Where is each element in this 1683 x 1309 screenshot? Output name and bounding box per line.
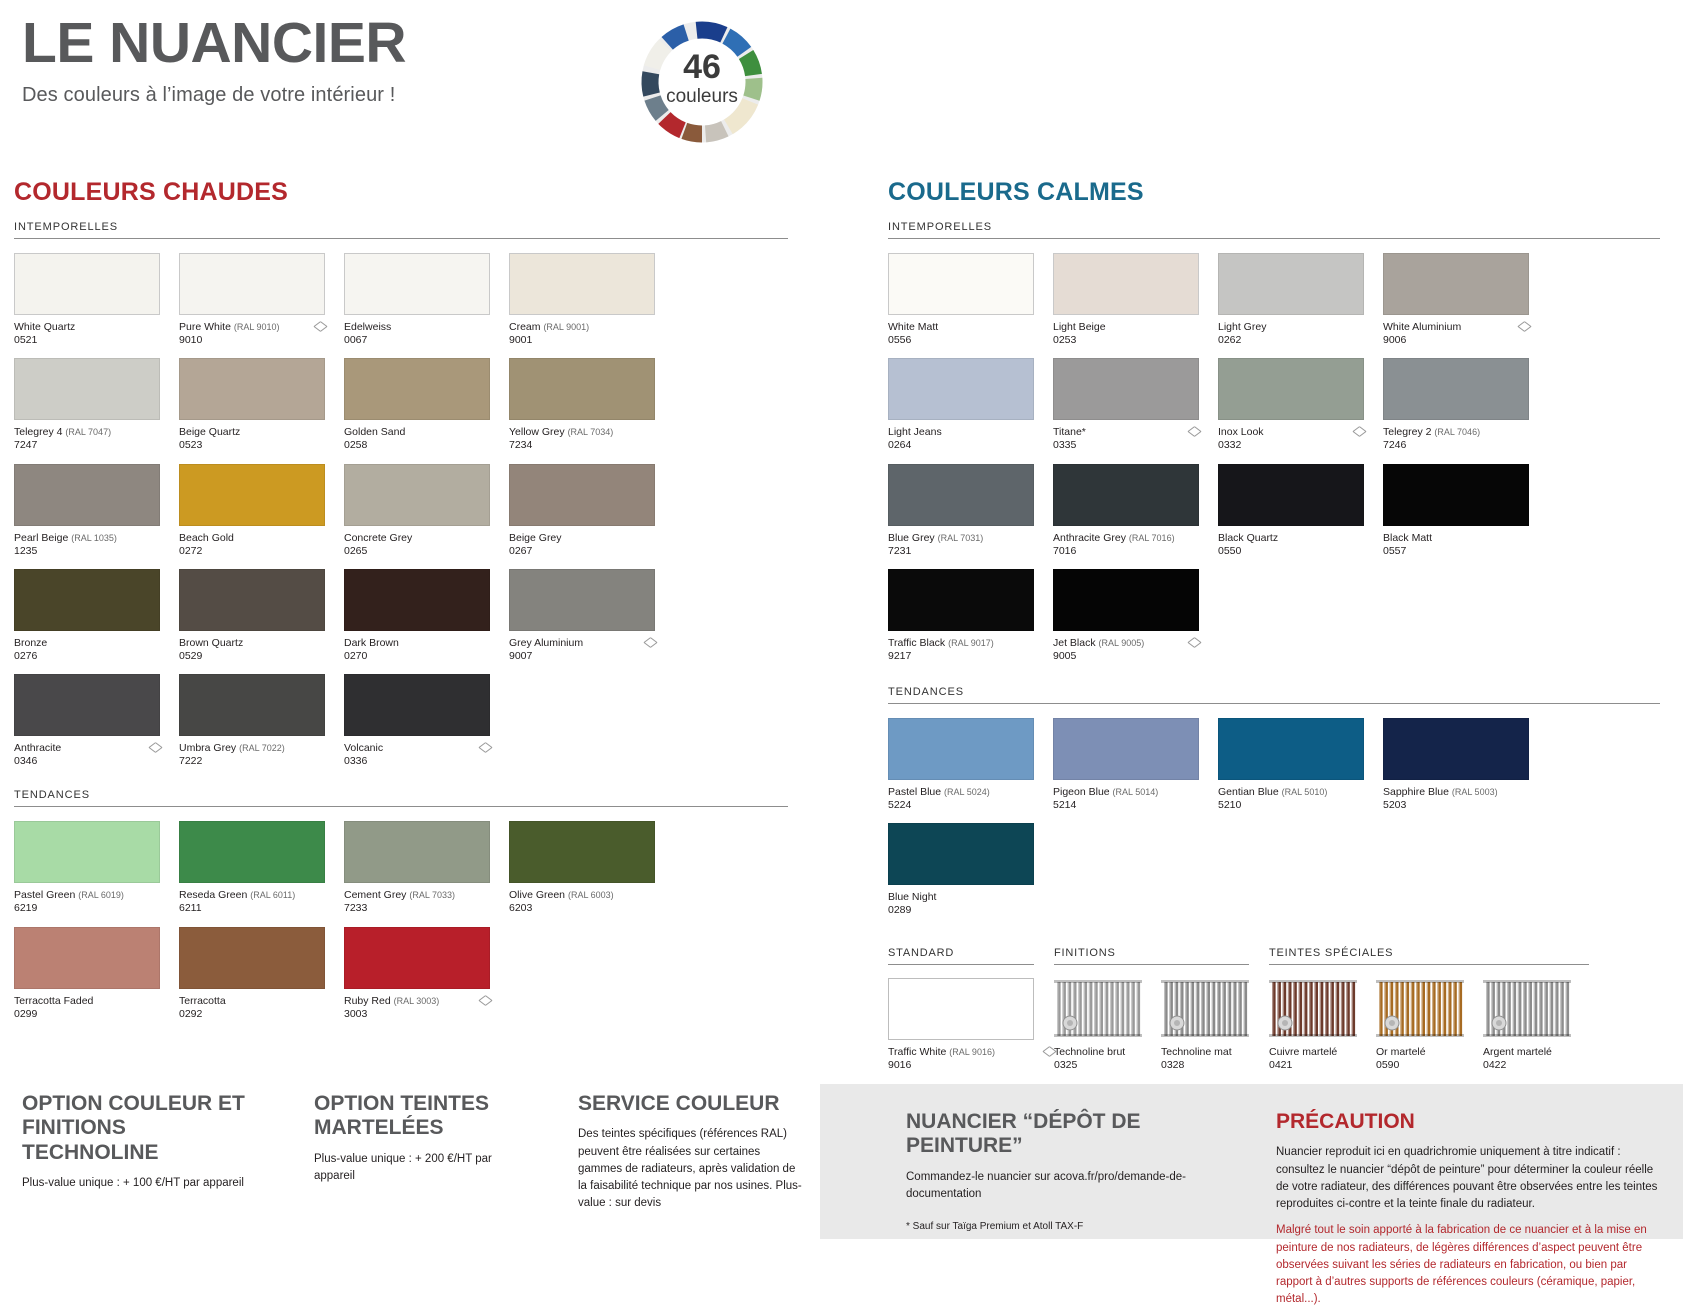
swatch-name: Blue Night <box>888 891 937 904</box>
swatch-code: 0299 <box>14 1007 38 1020</box>
panel-teintes-header: TEINTES SPÉCIALES <box>1269 947 1589 965</box>
swatch-name: Anthracite Grey (RAL 7016) <box>1053 531 1175 544</box>
column-warm-colors <box>14 178 814 1032</box>
calm-trends-label: TENDANCES <box>888 686 1660 704</box>
swatch-code: 5214 <box>1053 799 1077 812</box>
color-swatch[interactable] <box>1053 718 1199 812</box>
swatch-chip <box>14 674 160 736</box>
color-swatch[interactable] <box>1053 253 1199 347</box>
swatch-code: 5203 <box>1383 799 1407 812</box>
swatch-chip <box>344 821 490 883</box>
swatch-chip <box>1053 253 1199 315</box>
swatch-chip <box>888 978 1034 1040</box>
color-swatch[interactable] <box>179 927 325 1021</box>
color-swatch[interactable] <box>14 569 160 663</box>
swatch-code: 0336 <box>344 755 368 768</box>
bottom-block-text: Plus-value unique : + 200 €/HT par appareil <box>314 1152 492 1182</box>
bottom-block-title: OPTION COULEUR ET FINITIONS TECHNOLINE <box>22 1092 245 1164</box>
swatch-code: 6211 <box>179 902 202 915</box>
color-swatch[interactable] <box>888 569 1034 663</box>
swatch-chip <box>179 358 325 420</box>
swatch-ral: (RAL 6019) <box>78 890 124 901</box>
calm-timeless-grid <box>888 253 1668 674</box>
swatch-ral: (RAL 9010) <box>233 322 280 332</box>
swatch-name: Brown Quartz <box>179 636 244 649</box>
finish-item[interactable] <box>1054 978 1142 1072</box>
swatch-code: 0335 <box>1053 439 1077 452</box>
swatch-ral: (RAL 1035) <box>71 532 117 543</box>
warm-colors-title: COULEURS CHAUDES <box>14 178 289 206</box>
swatch-code: 7247 <box>14 439 38 452</box>
swatch-code: 0276 <box>14 649 38 662</box>
color-swatch[interactable] <box>179 253 325 347</box>
swatch-chip <box>1053 718 1199 780</box>
radiator-thumbnail <box>1161 978 1249 1040</box>
swatch-chip <box>1383 358 1529 420</box>
bottom-bar <box>0 1078 1683 1306</box>
swatch-code: 9001 <box>509 334 533 347</box>
swatch-code: 0529 <box>179 649 203 662</box>
panel-finitions-header: FINITIONS <box>1054 947 1249 965</box>
swatch-name: Light Beige <box>1053 321 1106 333</box>
swatch-chip <box>1053 569 1199 631</box>
swatch-name: Light Jeans <box>888 426 942 439</box>
color-swatch[interactable] <box>509 358 655 452</box>
swatch-name: Jet Black (RAL 9005) <box>1053 637 1199 650</box>
swatch-chip <box>1053 358 1199 420</box>
swatch-name: Edelweiss <box>344 321 392 333</box>
color-swatch[interactable] <box>888 253 1034 347</box>
radiator-icon <box>1483 978 1571 1040</box>
precaution-title: PRÉCAUTION <box>1276 1110 1415 1133</box>
badge-label: couleurs <box>666 86 738 107</box>
swatch-ral: (RAL 9017) <box>948 637 994 648</box>
swatch-code: 0523 <box>179 439 203 452</box>
bottom-block-title: OPTION TEINTES MARTELÉES <box>314 1092 490 1140</box>
swatch-code: 0556 <box>888 334 912 347</box>
color-swatch[interactable] <box>344 253 490 347</box>
swatch-name: Olive Green (RAL 6003) <box>509 889 614 902</box>
bottom-left-blocks <box>22 1092 812 1213</box>
swatch-code: 0521 <box>14 334 38 347</box>
swatch-code: 0557 <box>1383 544 1407 557</box>
swatch-name: Concrete Grey <box>344 531 413 544</box>
color-swatch[interactable] <box>14 821 160 915</box>
swatch-name: Pearl Beige (RAL 1035) <box>14 531 117 544</box>
finish-panels <box>888 947 1668 1072</box>
bottom-block <box>22 1092 268 1213</box>
swatch-name: Blue Grey (RAL 7031) <box>888 531 984 544</box>
swatch-ral: (RAL 5024) <box>944 787 990 797</box>
color-swatch[interactable] <box>888 978 1054 1072</box>
swatch-chip <box>344 253 490 315</box>
page-subtitle: Des couleurs à l’image de votre intérieur ! <box>22 83 396 106</box>
swatch-name: Anthracite <box>14 742 160 755</box>
color-swatch[interactable] <box>14 927 160 1021</box>
panel-standard <box>888 947 1054 1072</box>
nuancier-text[interactable]: Commandez-le nuancier sur acova.fr/pro/demande-de-documentation <box>906 1170 1186 1200</box>
diamond-icon <box>478 742 493 753</box>
swatch-ral: (RAL 6003) <box>567 890 614 901</box>
page-header <box>22 11 782 154</box>
radiator-icon <box>1161 978 1249 1040</box>
color-swatch[interactable] <box>344 464 490 558</box>
swatch-ral: (RAL 5010) <box>1281 787 1328 797</box>
calm-trends-grid <box>888 718 1668 929</box>
swatch-name: Black Quartz <box>1218 531 1279 544</box>
color-swatch[interactable] <box>1383 464 1529 558</box>
swatch-code: 7016 <box>1053 544 1077 557</box>
swatch-chip <box>14 464 160 526</box>
bottom-block-title: SERVICE COULEUR <box>578 1092 780 1115</box>
color-swatch[interactable] <box>1218 358 1364 452</box>
warm-trends-grid <box>14 821 814 1032</box>
swatch-name: Dark Brown <box>344 636 399 649</box>
swatch-code: 9006 <box>1383 334 1407 347</box>
swatch-name: Pigeon Blue (RAL 5014) <box>1053 786 1159 798</box>
color-swatch[interactable] <box>179 358 325 452</box>
color-swatch[interactable] <box>509 253 655 347</box>
radiator-thumbnail <box>1483 978 1571 1040</box>
finish-code: 0590 <box>1376 1058 1400 1071</box>
swatch-chip <box>888 253 1034 315</box>
color-swatch[interactable] <box>888 718 1034 812</box>
color-swatch[interactable] <box>509 821 655 915</box>
swatch-code: 5224 <box>888 799 912 812</box>
swatch-ral: (RAL 6011) <box>250 890 296 901</box>
swatch-code: 0272 <box>179 544 203 557</box>
swatch-name: Golden Sand <box>344 426 406 439</box>
swatch-ral: (RAL 7031) <box>937 532 984 543</box>
swatch-code: 6203 <box>509 902 533 915</box>
warm-trends-label: TENDANCES <box>14 789 788 807</box>
swatch-chip <box>888 358 1034 420</box>
swatch-ral: (RAL 9005) <box>1098 637 1145 648</box>
color-swatch[interactable] <box>1383 253 1529 347</box>
swatch-chip <box>179 464 325 526</box>
swatch-code: 7246 <box>1383 439 1407 452</box>
swatch-name: Telegrey 4 (RAL 7047) <box>14 426 112 439</box>
swatch-code: 0262 <box>1218 334 1242 347</box>
swatch-name: Terracotta Faded <box>14 994 94 1007</box>
color-swatch[interactable] <box>509 464 655 558</box>
swatch-chip <box>14 927 160 989</box>
radiator-thumbnail <box>1269 978 1357 1040</box>
swatch-chip <box>1218 464 1364 526</box>
precaution-block <box>1276 1110 1666 1309</box>
warm-timeless-label: INTEMPORELLES <box>14 221 788 239</box>
swatch-chip <box>14 569 160 631</box>
finish-code: 0421 <box>1269 1058 1293 1071</box>
nuancier-block <box>906 1110 1236 1309</box>
finish-name: Technoline brut <box>1054 1045 1126 1058</box>
precaution-text-2: Malgré tout le soin apporté à la fabrication de ce nuancier et à la mise en peinture de nos radiateurs, de légères différences d’aspect peuvent être observées suivant les séries de radiateurs en fabrication, ou bien par rapport à d’autres supports de références couleurs (céramique, papier, métal...). <box>1276 1224 1647 1306</box>
color-swatch[interactable] <box>509 569 655 663</box>
diamond-icon <box>313 321 328 332</box>
swatch-code: 0265 <box>344 544 368 557</box>
swatch-code: 9217 <box>888 649 912 662</box>
color-swatch[interactable] <box>179 674 325 768</box>
radiator-icon <box>1054 978 1142 1040</box>
swatch-ral: (RAL 7046) <box>1434 427 1481 438</box>
finish-code: 0325 <box>1054 1058 1078 1071</box>
swatch-code: 9005 <box>1053 649 1077 662</box>
swatch-chip <box>509 253 655 315</box>
swatch-chip <box>1218 358 1364 420</box>
swatch-chip <box>179 569 325 631</box>
swatch-ral: (RAL 3003) <box>393 995 440 1006</box>
color-swatch[interactable] <box>1383 358 1529 452</box>
swatch-chip <box>509 821 655 883</box>
warm-timeless-grid <box>14 253 814 779</box>
swatch-ral: (RAL 5003) <box>1451 787 1498 797</box>
swatch-chip <box>344 569 490 631</box>
swatch-chip <box>888 718 1034 780</box>
swatch-name: Grey Aluminium <box>509 637 655 650</box>
swatch-code: 1235 <box>14 544 38 557</box>
swatch-code: 0332 <box>1218 439 1242 452</box>
swatch-chip <box>888 823 1034 885</box>
color-swatch[interactable] <box>14 253 160 347</box>
swatch-name: Titane* <box>1053 426 1199 439</box>
swatch-code: 9007 <box>509 649 533 662</box>
swatch-ral: (RAL 7022) <box>239 743 285 753</box>
swatch-chip <box>888 569 1034 631</box>
swatch-name: Umbra Grey (RAL 7022) <box>179 742 285 754</box>
diamond-icon <box>148 742 163 753</box>
precaution-text-1: Nuancier reproduit ici en quadrichromie uniquement à titre indicatif : consultez le nuancier “dépôt de peinture” pour déterminer la couleur réelle de votre radiateur, des différences pouvant être observées entre les teintes reproduites ci-contre et la teinte finale du radiateur. <box>1276 1146 1658 1211</box>
swatch-ral: (RAL 9001) <box>543 322 590 332</box>
swatch-name: White Matt <box>888 321 939 333</box>
swatch-name: White Quartz <box>14 321 76 333</box>
swatch-ral: (RAL 9016) <box>949 1046 995 1057</box>
swatch-name: Sapphire Blue (RAL 5003) <box>1383 786 1498 798</box>
panel-finitions <box>1054 947 1269 1072</box>
swatch-name: Cream (RAL 9001) <box>509 321 590 333</box>
swatch-chip <box>509 464 655 526</box>
swatch-code: 0253 <box>1053 334 1077 347</box>
color-swatch[interactable] <box>1053 358 1199 452</box>
swatch-code: 0346 <box>14 755 38 768</box>
diamond-icon <box>1352 426 1367 437</box>
color-swatch[interactable] <box>344 358 490 452</box>
swatch-code: 0270 <box>344 649 368 662</box>
diamond-icon <box>1517 321 1532 332</box>
swatch-code: 6219 <box>14 902 38 915</box>
swatch-code: 0264 <box>888 439 912 452</box>
diamond-icon <box>478 995 493 1006</box>
swatch-name: Black Matt <box>1383 531 1433 544</box>
swatch-name: Gentian Blue (RAL 5010) <box>1218 786 1328 798</box>
color-swatch[interactable] <box>1053 464 1199 558</box>
swatch-ral: (RAL 5014) <box>1112 787 1159 797</box>
panel-standard-header: STANDARD <box>888 947 1034 965</box>
color-swatch[interactable] <box>888 823 1034 917</box>
nuancier-title: NUANCIER “DÉPÔT DE PEINTURE” <box>906 1110 1141 1158</box>
badge-number: 46 <box>683 48 721 86</box>
swatch-name: Bronze <box>14 636 48 649</box>
swatch-name: Ruby Red (RAL 3003) <box>344 995 490 1008</box>
swatch-chip <box>179 821 325 883</box>
swatch-chip <box>1383 718 1529 780</box>
bottom-block-text: Plus-value unique : + 100 €/HT par appareil <box>22 1177 244 1190</box>
swatch-code: 9016 <box>888 1058 912 1071</box>
column-calm-colors <box>888 178 1668 1116</box>
swatch-code: 7234 <box>509 439 533 452</box>
page-title: LE NUANCIER <box>22 11 407 75</box>
swatch-chip <box>14 358 160 420</box>
color-swatch[interactable] <box>1053 569 1199 663</box>
nuancier-note: * Sauf sur Taïga Premium et Atoll TAX-F <box>906 1221 1084 1233</box>
color-swatch[interactable] <box>1218 718 1364 812</box>
radiator-icon <box>1269 978 1357 1040</box>
swatch-code: 0067 <box>344 334 368 347</box>
swatch-code: 3003 <box>344 1007 368 1020</box>
swatch-chip <box>1218 718 1364 780</box>
swatch-name: White Aluminium <box>1383 321 1529 334</box>
color-count-badge <box>622 20 782 144</box>
swatch-name: Inox Look <box>1218 426 1364 439</box>
swatch-code: 7222 <box>179 755 203 768</box>
grey-panel <box>820 1084 1683 1306</box>
swatch-name: Traffic White (RAL 9016) <box>888 1046 1054 1059</box>
finish-code: 0328 <box>1161 1058 1185 1071</box>
swatch-chip <box>179 253 325 315</box>
finish-name: Cuivre martelé <box>1269 1045 1338 1058</box>
bottom-block-text: Des teintes spécifiques (références RAL) peuvent être réalisées sur certaines gammes de radiateurs, après validation de la faisabilité technique par nos usines. Plus-value : sur devis <box>578 1128 802 1210</box>
finish-item[interactable] <box>1161 978 1249 1072</box>
swatch-code: 0292 <box>179 1007 203 1020</box>
radiator-thumbnail <box>1376 978 1464 1040</box>
swatch-chip <box>344 464 490 526</box>
swatch-name: Reseda Green (RAL 6011) <box>179 889 296 902</box>
swatch-name: Telegrey 2 (RAL 7046) <box>1383 426 1481 439</box>
swatch-chip <box>14 821 160 883</box>
finish-item[interactable] <box>1376 978 1464 1072</box>
swatch-chip <box>509 358 655 420</box>
swatch-name: Terracotta <box>179 994 226 1007</box>
color-swatch[interactable] <box>344 927 490 1021</box>
swatch-ral: (RAL 7034) <box>567 427 614 438</box>
swatch-chip <box>179 674 325 736</box>
swatch-chip <box>344 927 490 989</box>
swatch-code: 0550 <box>1218 544 1242 557</box>
color-swatch[interactable] <box>179 464 325 558</box>
finish-name: Or martelé <box>1376 1045 1426 1058</box>
color-swatch[interactable] <box>14 464 160 558</box>
swatch-name: Traffic Black (RAL 9017) <box>888 636 994 649</box>
swatch-chip <box>1053 464 1199 526</box>
finish-code: 0422 <box>1483 1058 1507 1071</box>
bottom-block <box>578 1092 803 1213</box>
calm-colors-title: COULEURS CALMES <box>888 178 1144 206</box>
finish-item[interactable] <box>1483 978 1571 1072</box>
finish-name: Argent martelé <box>1483 1045 1552 1058</box>
color-swatch[interactable] <box>1218 253 1364 347</box>
radiator-icon <box>1376 978 1464 1040</box>
swatch-ral: (RAL 7033) <box>409 890 456 901</box>
color-swatch[interactable] <box>1383 718 1529 812</box>
swatch-chip <box>179 927 325 989</box>
swatch-chip <box>1218 253 1364 315</box>
color-swatch[interactable] <box>179 821 325 915</box>
swatch-code: 0258 <box>344 439 368 452</box>
color-swatch[interactable] <box>179 569 325 663</box>
swatch-name: Beach Gold <box>179 531 234 544</box>
color-swatch[interactable] <box>888 464 1034 558</box>
finish-item[interactable] <box>1269 978 1357 1072</box>
swatch-chip <box>14 253 160 315</box>
radiator-thumbnail <box>1054 978 1142 1040</box>
swatch-chip <box>509 569 655 631</box>
swatch-ral: (RAL 7016) <box>1128 532 1175 543</box>
color-swatch[interactable] <box>888 358 1034 452</box>
swatch-chip <box>344 674 490 736</box>
swatch-name: Cement Grey (RAL 7033) <box>344 889 456 902</box>
swatch-name: Volcanic <box>344 742 490 755</box>
swatch-ral: (RAL 7047) <box>65 427 112 438</box>
color-swatch[interactable] <box>1218 464 1364 558</box>
swatch-chip <box>344 358 490 420</box>
color-swatch[interactable] <box>14 358 160 452</box>
swatch-name: Light Grey <box>1218 321 1267 333</box>
panel-teintes <box>1269 947 1609 1072</box>
swatch-name: Pastel Blue (RAL 5024) <box>888 786 990 798</box>
calm-timeless-label: INTEMPORELLES <box>888 221 1660 239</box>
swatch-chip <box>1383 464 1529 526</box>
finish-name: Technoline mat <box>1161 1045 1232 1058</box>
bottom-block <box>314 1092 532 1213</box>
diamond-icon <box>1187 637 1202 648</box>
color-swatch[interactable] <box>14 674 160 768</box>
swatch-name: Pure White (RAL 9010) <box>179 321 325 334</box>
swatch-code: 9010 <box>179 334 203 347</box>
color-swatch[interactable] <box>344 674 490 768</box>
swatch-name: Beige Quartz <box>179 426 241 439</box>
swatch-name: Beige Grey <box>509 531 562 544</box>
swatch-code: 0289 <box>888 904 912 917</box>
swatch-code: 0267 <box>509 544 533 557</box>
color-swatch[interactable] <box>344 569 490 663</box>
diamond-icon <box>1187 426 1202 437</box>
swatch-code: 7231 <box>888 544 912 557</box>
swatch-name: Yellow Grey (RAL 7034) <box>509 426 614 439</box>
swatch-chip <box>1383 253 1529 315</box>
color-swatch[interactable] <box>344 821 490 915</box>
swatch-code: 7233 <box>344 902 368 915</box>
swatch-name: Pastel Green (RAL 6019) <box>14 889 124 902</box>
swatch-chip <box>888 464 1034 526</box>
swatch-code: 5210 <box>1218 799 1242 812</box>
diamond-icon <box>643 637 658 648</box>
